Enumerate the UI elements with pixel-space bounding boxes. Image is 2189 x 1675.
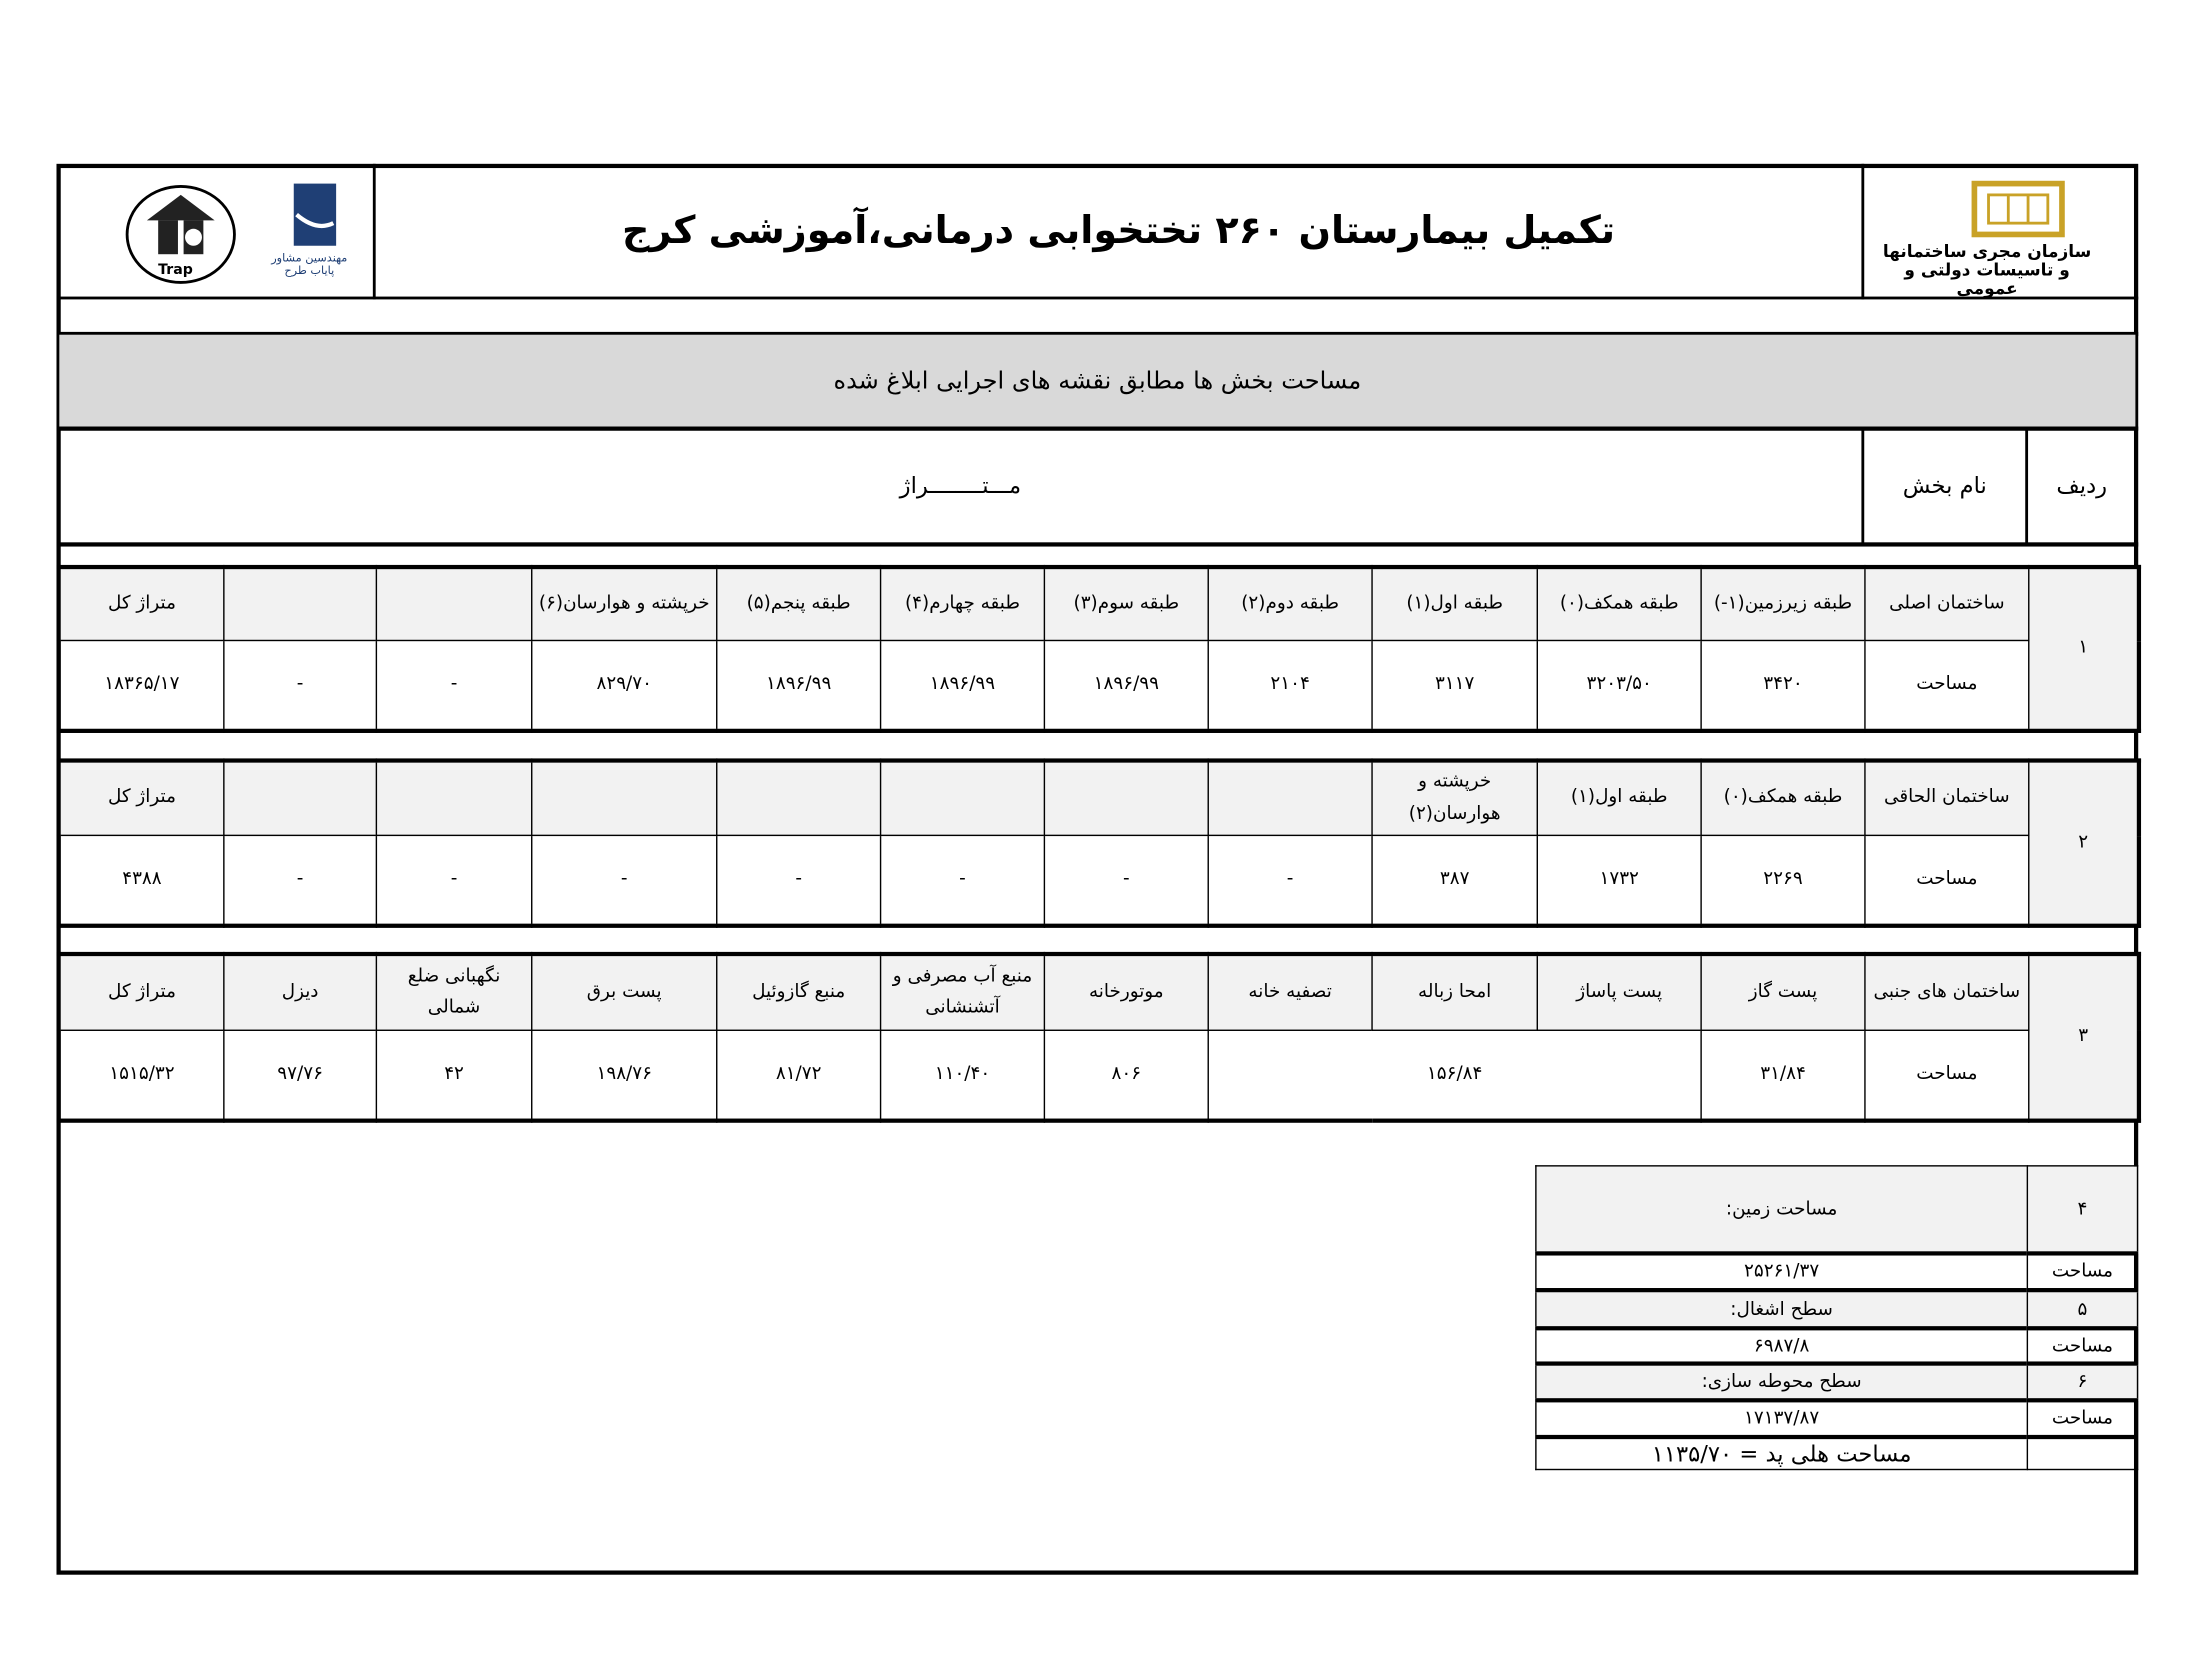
area-value: ۱۱۰/۴۰: [881, 1030, 1045, 1120]
org-logo-text: سازمان مجری ساختمانها و تاسیسات دولتی و عمومی: [1882, 241, 2092, 299]
area-value: ۱۸۹۶/۹۹: [1044, 640, 1208, 730]
row-label: مساحت: [1865, 835, 2029, 925]
column-header: [532, 761, 717, 836]
summary-label: مساحت: [2027, 1400, 2137, 1437]
value-row: [59, 640, 2139, 730]
summary-value: سطح محوطه سازی:: [1536, 1364, 2027, 1401]
column-header: منبع گازوئیل: [717, 954, 881, 1030]
column-header: منبع آب مصرفی و آتشنشانی: [881, 954, 1045, 1030]
area-value: -: [881, 835, 1045, 925]
column-header: [376, 567, 531, 640]
summary-value: مساحت هلی پد = ۱۱۳۵/۷۰: [1536, 1437, 2027, 1469]
column-header: طبقه همکف(۰): [1537, 567, 1701, 640]
column-header: امحا زباله: [1372, 954, 1537, 1030]
row-number: ۱: [2029, 567, 2139, 731]
area-value: ۴۳۸۸: [59, 835, 224, 925]
column-header-area: مـــتــــــــراژ: [899, 471, 1022, 499]
area-value: ۱۷۳۲: [1537, 835, 1701, 925]
area-value: ۳۸۷: [1372, 835, 1537, 925]
summary-value: سطح اشغال:: [1536, 1290, 2027, 1328]
column-header: [717, 761, 881, 836]
column-header: [881, 761, 1045, 836]
summary-value: ۶۹۸۷/۸: [1536, 1328, 2027, 1363]
section-table-3: [56, 952, 2141, 1123]
area-value: ۴۲: [376, 1030, 531, 1120]
area-value: ۱۸۳۶۵/۱۷: [59, 640, 224, 730]
summary-value: مساحت زمین:: [1536, 1166, 2027, 1254]
area-value: ۸۲۹/۷۰: [532, 640, 717, 730]
column-header: طبقه سوم(۳): [1044, 567, 1208, 640]
section-table-2: [56, 758, 2141, 927]
value-row: [59, 835, 2139, 925]
summary-row: [1536, 1253, 2138, 1290]
section-table-1: [56, 565, 2141, 733]
summary-label: ۴: [2027, 1166, 2137, 1254]
summary-table: [1535, 1165, 2138, 1470]
column-header: متراژ کل: [59, 954, 224, 1030]
column-header: طبقه اول(۱): [1537, 761, 1701, 836]
area-value: ۳۱/۸۴: [1701, 1030, 1865, 1120]
area-value: ۸۰۶: [1044, 1030, 1208, 1120]
area-value: -: [1044, 835, 1208, 925]
column-header: موتورخانه: [1044, 954, 1208, 1030]
column-header: [1208, 761, 1372, 836]
summary-label: مساحت: [2027, 1328, 2137, 1363]
summary-row: [1536, 1437, 2138, 1469]
header-row: [59, 954, 2139, 1030]
column-header: [376, 761, 531, 836]
column-header: پست برق: [532, 954, 717, 1030]
area-value: -: [224, 640, 377, 730]
area-value: ۱۵۶/۸۴: [1208, 1030, 1701, 1120]
column-header: طبقه زیرزمین(۱-): [1701, 567, 1865, 640]
area-value: -: [532, 835, 717, 925]
column-header: [224, 567, 377, 640]
column-header: طبقه همکف(۰): [1701, 761, 1865, 836]
area-value: -: [376, 640, 531, 730]
column-header-row: ردیف: [2056, 471, 2108, 499]
area-value: ۱۸۹۶/۹۹: [881, 640, 1045, 730]
area-value: ۱۹۸/۷۶: [532, 1030, 717, 1120]
payab-logo-text: مهندسین مشاور پایاب طرح: [271, 251, 348, 277]
row-number: ۲: [2029, 761, 2139, 926]
summary-row: [1536, 1166, 2138, 1254]
summary-value: ۱۷۱۳۷/۸۷: [1536, 1400, 2027, 1437]
column-header: ساختمان های جنبی: [1865, 954, 2029, 1030]
page-title: تکمیل بیمارستان ۲۶۰ تختخوابی درمانی،آموزشی کرج: [622, 209, 1616, 253]
column-header: ساختمان اصلی: [1865, 567, 2029, 640]
header-row: [59, 567, 2139, 640]
area-value: -: [1208, 835, 1372, 925]
area-value: ۲۲۶۹: [1701, 835, 1865, 925]
area-value: ۲۱۰۴: [1208, 640, 1372, 730]
band-title: مساحت بخش ها مطابق نقشه های اجرایی ابلاغ شده: [59, 335, 2135, 428]
column-header: طبقه چهارم(۴): [881, 567, 1045, 640]
header-row: [59, 761, 2139, 836]
column-header: [1044, 761, 1208, 836]
area-value: ۹۷/۷۶: [224, 1030, 377, 1120]
area-value: ۳۴۲۰: [1701, 640, 1865, 730]
summary-row: [1536, 1364, 2138, 1401]
area-value: ۳۲۰۳/۵۰: [1537, 640, 1701, 730]
column-header: متراژ کل: [59, 761, 224, 836]
column-header: ساختمان الحاقی: [1865, 761, 2029, 836]
column-header: طبقه دوم(۲): [1208, 567, 1372, 640]
value-row: [59, 1030, 2139, 1120]
column-header-section: نام بخش: [1902, 471, 1987, 499]
column-header: [224, 761, 377, 836]
divider: [56, 542, 2138, 546]
row-label: مساحت: [1865, 640, 2029, 730]
area-value: ۱۵۱۵/۳۲: [59, 1030, 224, 1120]
area-value: ۳۱۱۷: [1372, 640, 1537, 730]
column-header: دیزل: [224, 954, 377, 1030]
row-label: مساحت: [1865, 1030, 2029, 1120]
column-header: طبقه پنجم(۵): [717, 567, 881, 640]
trap-logo-text: Trap: [158, 262, 193, 279]
summary-value: ۲۵۲۶۱/۳۷: [1536, 1253, 2027, 1290]
area-value: -: [224, 835, 377, 925]
summary-row: [1536, 1328, 2138, 1363]
summary-label: [2027, 1437, 2137, 1469]
area-value: ۸۱/۷۲: [717, 1030, 881, 1120]
summary-row: [1536, 1290, 2138, 1328]
summary-label: ۶: [2027, 1364, 2137, 1401]
column-header: نگهبانی ضلع شمالی: [376, 954, 531, 1030]
column-header: تصفیه خانه: [1208, 954, 1372, 1030]
row-number: ۳: [2029, 954, 2139, 1121]
column-header: پست پاساژ: [1537, 954, 1701, 1030]
column-header: پست گاز: [1701, 954, 1865, 1030]
summary-label: ۵: [2027, 1290, 2137, 1328]
org-logo: [1867, 169, 2133, 299]
column-header: متراژ کل: [59, 567, 224, 640]
payab-logo-icon: [291, 181, 342, 252]
area-value: -: [376, 835, 531, 925]
column-header: خرپشته و هوارسان(۶): [532, 567, 717, 640]
trap-logo-icon: [121, 178, 248, 299]
summary-row: [1536, 1400, 2138, 1437]
summary-label: مساحت: [2027, 1253, 2137, 1290]
consultant-logos: [62, 169, 370, 293]
column-header: طبقه اول(۱): [1372, 567, 1537, 640]
column-header: خرپشته و هوارسان(۲): [1372, 761, 1537, 836]
area-value: -: [717, 835, 881, 925]
area-value: ۱۸۹۶/۹۹: [717, 640, 881, 730]
